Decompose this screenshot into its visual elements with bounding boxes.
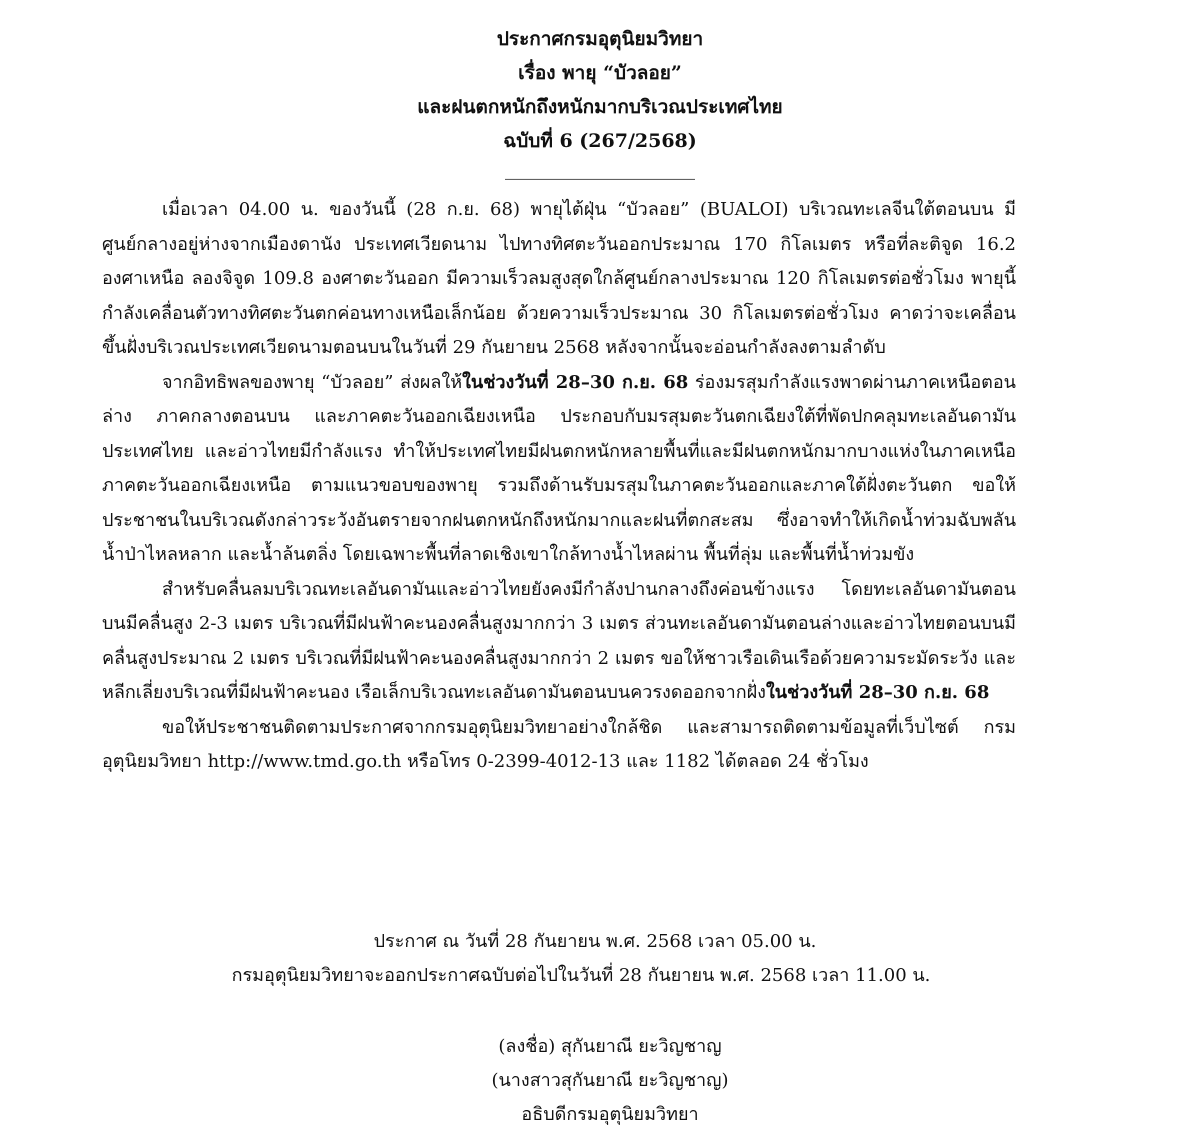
paragraph-storm-status: เมื่อเวลา 04.00 น. ของวันนี้ (28 ก.ย. 68) พายุไต้ฝุ่น “บัวลอย” (BUALOI) บริเวณทะเลจีนใต้ตอนบน มีศูนย์กลางอยู่ห่างจากเมืองดานัง ประเทศเวียดนาม ไปทางทิศตะวันออกประมาณ 170 กิโลเมตร หรือที่ละติจูด 16.2 องศาเหนือ ลองจิจูด 109.8 องศาตะวันออก มีความเร็วลมสูงสุดใกล้ศูนย์กลางประมาณ 120 กิโลเมตรต่อชั่วโมง พายุนี้กำลังเคลื่อนตัวทางทิศตะวันตกค่อนทางเหนือเล็กน้อย ด้วยความเร็วประมาณ 30 กิโลเมตรต่อชั่วโมง คาดว่าจะเคลื่อนขึ้นฝั่งบริเวณประเทศเวียดนามตอนบนในวันที่ 29 กันยายน 2568 หลังจากนั้นจะอ่อนกำลังลงตามลำดับ: [102, 199, 1016, 358]
announcement-footer: [0, 925, 1200, 993]
announcement-header: [0, 22, 1200, 180]
signature-signed: (ลงชื่อ) สุกันยาณี ยะวิญชาญ: [498, 1036, 722, 1057]
paragraph-rain-impact: [102, 366, 1016, 573]
next-issue-notice: กรมอุตุนิยมวิทยาจะออกประกาศฉบับต่อไปในวันที่ 28 กันยายน พ.ศ. 2568 เวลา 11.00 น.: [231, 965, 931, 986]
signature-block: [430, 1030, 790, 1132]
issue-number: ฉบับที่ 6 (267/2568): [503, 130, 697, 152]
signatory-position: อธิบดีกรมอุตุนิยมวิทยา: [521, 1104, 699, 1125]
issued-datetime: ประกาศ ณ วันที่ 28 กันยายน พ.ศ. 2568 เวลา 05.00 น.: [373, 931, 817, 952]
paragraph-rain-impact-detail: ร่องมรสุมกำลังแรงพาดผ่านภาคเหนือตอนล่าง ภาคกลางตอนบน และภาคตะวันออกเฉียงเหนือ ประกอบกับมรสุมตะวันตกเฉียงใต้ที่พัดปกคลุมทะเลอันดามัน ประเทศไทย และอ่าวไทยมีกำลังแรง ทำให้ประเทศไทยมีฝนตกหนักหลายพื้นที่และมีฝนตกหนักมากบางแห่งในภาคเหนือ ภาคตะวันออกเฉียงเหนือ ตามแนวขอบของพายุ รวมถึงด้านรับมรสุมในภาคตะวันออกและภาคใต้ฝั่งตะวันตก ขอให้ประชาชนในบริเวณดังกล่าวระวังอันตรายจากฝนตกหนักถึงหนักมากและฝนที่ตกสะสม ซึ่งอาจทำให้เกิดน้ำท่วมฉับพลัน น้ำป่าไหลหลาก และน้ำล้นตลิ่ง โดยเฉพาะพื้นที่ลาดเชิงเขาใกล้ทางน้ำไหลผ่าน พื้นที่ลุ่ม และพื้นที่น้ำท่วมขัง: [102, 371, 1016, 565]
paragraph-sea-conditions: [102, 573, 1016, 711]
paragraph-contact-info: ขอให้ประชาชนติดตามประกาศจากกรมอุตุนิยมวิทยาอย่างใกล้ชิด และสามารถติดตามข้อมูลที่เว็บไซต์ กรมอุตุนิยมวิทยา http://www.tmd.go.th หรือโทร 0-2399-4012-13 และ 1182 ได้ตลอด 24 ชั่วโมง: [102, 716, 1016, 772]
paragraph-rain-impact-period: ในช่วงวันที่ 28–30 ก.ย. 68: [462, 371, 689, 393]
header-divider: ____________________: [505, 158, 695, 180]
subject-title: เรื่อง พายุ “บัวลอย”: [518, 62, 682, 84]
announcement-body: [102, 193, 1016, 780]
subject-subtitle: และฝนตกหนักถึงหนักมากบริเวณประเทศไทย: [417, 96, 783, 118]
paragraph-rain-impact-intro: จากอิทธิพลของพายุ “บัวลอย” ส่งผลให้: [162, 371, 463, 393]
paragraph-sea-conditions-period: ในช่วงวันที่ 28–30 ก.ย. 68: [765, 682, 990, 703]
department-title: ประกาศกรมอุตุนิยมวิทยา: [496, 28, 704, 50]
paragraph-sea-conditions-detail: สำหรับคลื่นลมบริเวณทะเลอันดามันและอ่าวไทยยังคงมีกำลังปานกลางถึงค่อนข้างแรง โดยทะเลอันดามันตอนบนมีคลื่นสูง 2-3 เมตร บริเวณที่มีฝนฟ้าคะนองคลื่นสูงมากกว่า 3 เมตร ส่วนทะเลอันดามันตอนล่างและอ่าวไทยตอนบนมีคลื่นสูงประมาณ 2 เมตร บริเวณที่มีฝนฟ้าคะนองคลื่นสูงมากกว่า 2 เมตร ขอให้ชาวเรือเดินเรือด้วยความระมัดระวัง และหลีกเลี่ยงบริเวณที่มีฝนฟ้าคะนอง เรือเล็กบริเวณทะเลอันดามันตอนบนควรงดออกจากฝั่ง: [102, 578, 1016, 703]
signatory-name: (นางสาวสุกันยาณี ยะวิญชาญ): [491, 1070, 729, 1091]
